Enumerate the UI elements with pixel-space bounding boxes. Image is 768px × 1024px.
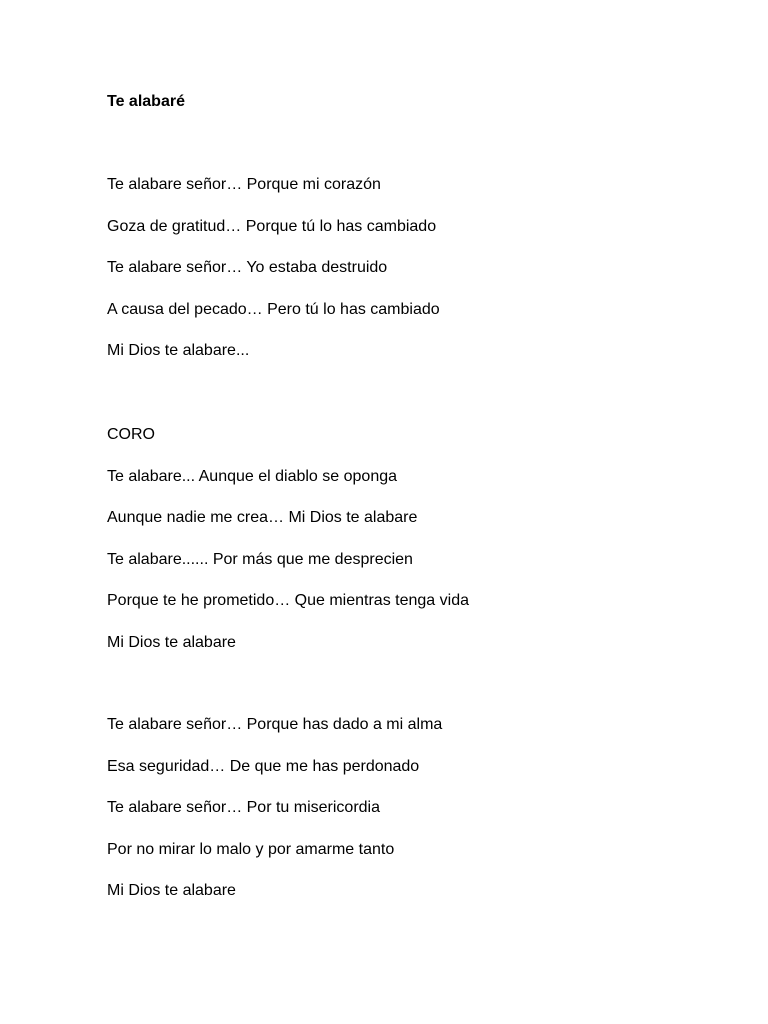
lyric-line: Goza de gratitud… Porque tú lo has cambiado xyxy=(107,217,437,235)
lyric-line: Mi Dios te alabare xyxy=(107,633,236,651)
lyric-line: A causa del pecado… Pero tú lo has cambiado xyxy=(107,300,440,318)
lyric-line: Te alabare...... Por más que me desprecien xyxy=(107,550,413,568)
lyric-line: Te alabare señor… Por tu misericordia xyxy=(107,799,381,817)
lyric-line: Mi Dios te alabare... xyxy=(107,342,250,360)
chorus-heading: CORO xyxy=(107,426,155,443)
song-title: Te alabaré xyxy=(107,93,185,110)
lyric-line: Te alabare señor… Porque mi corazón xyxy=(107,176,381,193)
verse-2 xyxy=(107,715,442,923)
lyric-line: Te alabare señor… Yo estaba destruido xyxy=(107,259,388,277)
lyric-line: Te alabare señor… Porque has dado a mi alma xyxy=(107,716,443,733)
lyric-line: Te alabare... Aunque el diablo se oponga xyxy=(107,467,398,485)
chorus xyxy=(107,425,469,675)
verse-1 xyxy=(107,175,440,383)
lyric-line: Esa seguridad… De que me has perdonado xyxy=(107,757,420,775)
lyric-line: Por no mirar lo malo y por amarme tanto xyxy=(107,840,395,858)
lyric-line: Aunque nadie me crea… Mi Dios te alabare xyxy=(107,509,418,527)
lyric-line: Mi Dios te alabare xyxy=(107,882,236,900)
lyric-line: Porque te he prometido… Que mientras tenga vida xyxy=(107,592,469,610)
